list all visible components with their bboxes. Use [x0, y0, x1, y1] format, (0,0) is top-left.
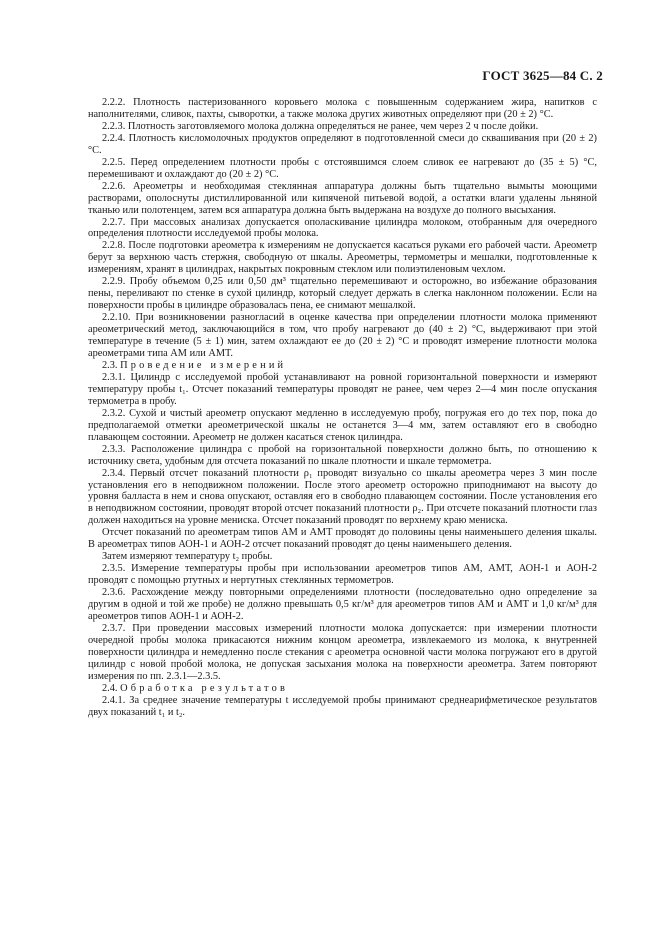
paragraph-2-2-7: 2.2.7. При массовых анализах допускается ополаскивание цилиндра молоком, отобранным для очередного определения плотности исследуемой пробы молока.: [88, 216, 597, 240]
paragraph-2-2-8: 2.2.8. После подготовки ареометра к измерениям не допускается касаться руками его рабочей части. Ареометр берут за верхнюю часть стержня, свободную от шкалы. Ареометры, термометры и мешалки, подготовленные к измерениям, хранят в цилиндрах, накрытых покровным стеклом или полиэтиленовым чехлом.: [88, 240, 597, 276]
paragraph-2-3-5: 2.3.5. Измерение температуры пробы при использовании ареометров типов АМ, АМТ, АОН-1 и АОН-2 проводят с помощью ртутных и нертутных стеклянных термометров.: [88, 563, 597, 587]
paragraph-2-2-6: 2.2.6. Ареометры и необходимая стеклянная аппаратура должны быть тщательно вымыты моющими растворами, ополоснуты дистиллированной или кипяченой питьевой водой, а остатки влаги удалены льняной тканью или полотенцем, затем вся аппаратура должна быть выдержана на воздухе до полного высыхания.: [88, 180, 597, 216]
paragraph-2-2-2: 2.2.2. Плотность пастеризованного коровьего молока с повышенным содержанием жира, напитков с наполнителями, сливок, пахты, сыворотки, а также молока других животных определяют при (20 ± 2) °С.: [88, 97, 597, 120]
page-header: ГОСТ 3625—84 С. 2: [482, 68, 603, 83]
paragraph-2-3-1: 2.3.1. Цилиндр с исследуемой пробой устанавливают на ровной горизонтальной поверхности и измеряют температуру пробы t₁. Отсчет показаний температуры проводят не ранее, чем через 2—4 мин после опускания термометра в пробу.: [88, 371, 597, 407]
document-body: [88, 97, 597, 719]
paragraph-2-3-7: 2.3.7. При проведении массовых измерений плотности молока допускается: при измерении плотности очередной пробы молока прикасаются нижним концом ареометра, извлекаемого из молока, к внутренней поверхности цилиндра и немедленно после стекания с ареометра основной части молока погружают его в другой цилиндр с новой пробой молока, не допуская засыхания молока на поверхности ареометра. Затем повторяют измерения по пп. 2.3.1—2.3.5.: [88, 622, 597, 682]
section-title: Обработка результатов: [120, 682, 289, 694]
section-heading-2-3: [88, 360, 597, 372]
paragraph-2-2-9: 2.2.9. Пробу объемом 0,25 или 0,50 дм³ тщательно перемешивают и осторожно, во избежание образования пены, переливают по стенке в сухой цилиндр, который следует держать в слегка наклонном положении. Если на поверхности пробы в цилиндре образовалась пена, ее снимают мешалкой.: [88, 276, 597, 312]
paragraph-2-2-3: 2.2.3. Плотность заготовляемого молока должна определяться не ранее, чем через 2 ч после дойки.: [102, 120, 539, 132]
section-title: Проведение измерений: [120, 359, 287, 371]
paragraph-temperature-t2: Затем измеряют температуру t₂ пробы.: [102, 551, 273, 563]
paragraph-2-3-6: 2.3.6. Расхождение между повторными определениями плотности (последовательно одно определение за другим в одной и той же пробе) не должно превышать 0,5 кг/м³ для ареометров типов АМ и АМТ и 1,0 кг/м³ для ареометров типов АОН-1 и АОН-2.: [88, 587, 597, 622]
paragraph-2-3-2: 2.3.2. Сухой и чистый ареометр опускают медленно в исследуемую пробу, погружая его до тех пор, пока до предполагаемой отметки ареометрической шкалы не останется 3—4 мм, затем оставляют его в свободно плавающем состоянии. Ареометр не должен касаться стенок цилиндра.: [88, 407, 597, 443]
paragraph-2-2-5: 2.2.5. Перед определением плотности пробы с отстоявшимся слоем сливок ее нагревают до (35 ± 5) °С, перемешивают и охлаждают до (20 ± 2) °С.: [88, 156, 597, 180]
section-number: 2.4.: [102, 682, 118, 694]
section-heading-2-4: [88, 683, 597, 695]
paragraph-2-2-4: 2.2.4. Плотность кисломолочных продуктов определяют в подготовленной смеси до сквашивания при (20 ± 2) °С.: [88, 132, 597, 156]
section-number: 2.3.: [102, 359, 118, 371]
paragraph-hydrometer-reading: Отсчет показаний по ареометрам типов АМ и АМТ проводят до половины цены наименьшего деления шкалы. В ареометрах типов АОН-1 и АОН-2 отсчет показаний проводят до цены наименьшего деления.: [88, 527, 597, 551]
paragraph-2-2-10: 2.2.10. При возникновении разногласий в оценке качества при определении плотности молока применяют ареометрический метод, заключающийся в том, что пробу нагревают до (40 ± 2) °С, выдерживают при этой температуре в течение (5 ± 1) мин, затем охлаждают ее до (20 ± 2) °С и проводят измерение плотности молока ареометрами типа АМ или АМТ.: [88, 312, 597, 360]
paragraph-2-4-1: 2.4.1. За среднее значение температуры t исследуемой пробы принимают среднеарифметическое результатов двух показаний t₁ и t₂.: [88, 694, 597, 718]
paragraph-2-3-4: 2.3.4. Первый отсчет показаний плотности ρ₁ проводят визуально со шкалы ареометра через 3 мин после установления его в неподвижном положении. После этого ареометр осторожно приподнимают на высоту до уровня балласта в нем и снова опускают, оставляя его в свободно плавающем состоянии. После установления его в неподвижном состоянии, проводят второй отсчет показаний плотности ρ₂. При отсчете показаний плотности глаз должен находиться на уровне мениска. Отсчет показаний проводят по верхнему краю мениска.: [88, 467, 597, 527]
paragraph-2-3-3: 2.3.3. Расположение цилиндра с пробой на горизонтальной поверхности должно быть, по отношению к источнику света, удобным для отсчета показаний по шкале плотности и шкале термометра.: [88, 443, 597, 467]
